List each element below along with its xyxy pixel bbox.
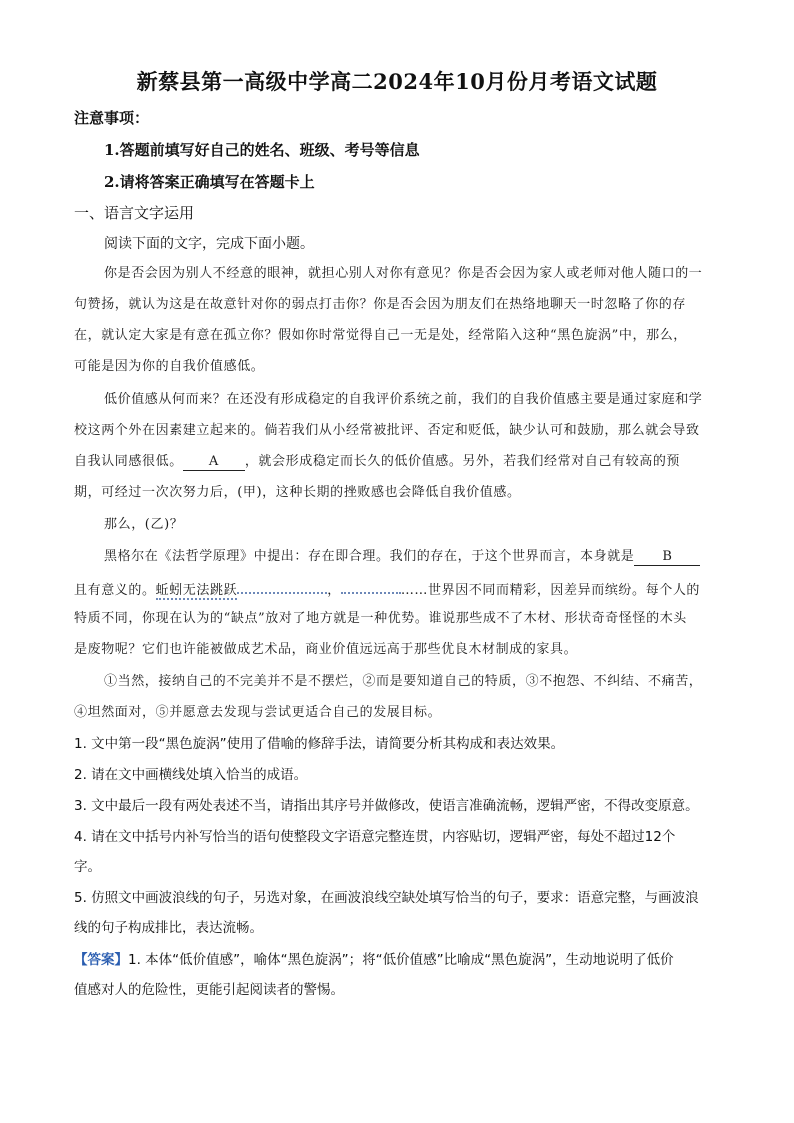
passage-text: ……世界因不同而精彩，因差异而缤纷。每个人的	[400, 583, 701, 598]
question-2: 2. 请在文中画横线处填入恰当的成语。	[74, 767, 308, 783]
blank-b: B	[634, 548, 700, 566]
passage-line: 期，可经过一次次努力后，(甲)，这种长期的挫败感也会降低自我价值感。	[74, 485, 521, 500]
question-1: 1. 文中第一段“黑色旋涡”使用了借喻的修辞手法，请简要分析其构成和表达效果。	[74, 736, 565, 752]
blank-a: A	[183, 453, 245, 471]
passage-text: ，就会形成稳定而长久的低价值感。另外，若我们经常对自己有较高的预	[244, 454, 681, 469]
question-4-cont: 字。	[74, 859, 101, 875]
passage-line: ①当然，接纳自己的不完美并不是不摆烂，②而是要知道自己的特质，③不抱怨、不纠结、不痛苦，	[104, 674, 703, 689]
passage-line: 那么，(乙)？	[104, 517, 184, 532]
passage-line: 你是否会因为别人不经意的眼神，就担心别人对你有意见？你是否会因为家人或老师对他人随口的一	[104, 266, 703, 281]
passage-line: 校这两个外在因素建立起来的。倘若我们从小经常被批评、否定和贬低，缺少认可和鼓励，那么就会导致	[74, 423, 700, 438]
passage-line: 特质不同，你现在认为的“缺点”放对了地方就是一种优势。谁说那些成不了木材、形状奇奇怪怪的木头	[74, 611, 687, 626]
page-title: 新蔡县第一高级中学高二2024年10月份月考语文试题	[136, 69, 658, 94]
notice-item: 2.请将答案正确填写在答题卡上	[104, 173, 315, 191]
wavy-blank	[237, 578, 327, 594]
passage-line	[74, 578, 700, 601]
answer-line: 值感对人的危险性，更能引起阅读者的警惕。	[74, 982, 344, 998]
section-heading: 一、语言文字运用	[74, 204, 195, 222]
passage-text: 黑格尔在《法哲学原理》中提出：存在即合理。我们的存在，于这个世界而言，本身就是	[104, 549, 635, 564]
notice-heading: 注意事项：	[74, 109, 150, 127]
passage-line: 可能是因为你的自我价值感低。	[74, 359, 265, 374]
section-instruction: 阅读下面的文字，完成下面小题。	[104, 236, 314, 252]
question-5-cont: 线的句子构成排比，表达流畅。	[74, 920, 263, 936]
passage-line	[74, 452, 680, 472]
answer-line	[74, 950, 674, 970]
wavy-sentence: 蚯蚓无法跳跃	[155, 583, 238, 598]
question-4: 4. 请在文中括号内补写恰当的语句使整段文字语意完整连贯，内容贴切，逻辑严密，每处不超过12个	[74, 829, 676, 845]
passage-line: 句赞扬，就认为这是在故意针对你的弱点打击你？你是否会因为朋友们在热络地聊天一时忽略了你的存	[74, 297, 687, 312]
passage-text: 且有意义的。	[74, 583, 156, 598]
passage-line: 在，就认定大家是有意在孤立你？假如你时常觉得自己一无是处，经常陷入这种“黑色旋涡”中，那么，	[74, 328, 687, 343]
question-5: 5. 仿照文中画波浪线的句子，另选对象，在画波浪线空缺处填写恰当的句子，要求：语意完整，与画波浪	[74, 890, 699, 906]
answer-text: 1. 本体“低价值感”，喻体“黑色旋涡”；将“低价值感”比喻成“黑色旋涡”，生动地说明了低价	[128, 952, 674, 968]
passage-line: ④坦然面对，⑤并愿意去发现与尝试更适合自己的发展目标。	[74, 705, 442, 720]
notice-item: 1.答题前填写好自己的姓名、班级、考号等信息	[104, 141, 420, 159]
passage-line: 是废物呢？它们也许能被做成艺术品，商业价值远远高于那些优良木材制成的家具。	[74, 642, 578, 657]
wavy-blank	[341, 578, 401, 594]
passage-text: 自我认同感很低。	[74, 454, 183, 469]
passage-line: 低价值感从何而来？在还没有形成稳定的自我评价系统之前，我们的自我价值感主要是通过家庭和学	[104, 392, 703, 407]
answer-tag: 【答案】	[74, 952, 128, 968]
question-3: 3. 文中最后一段有两处表述不当，请指出其序号并做修改，使语言准确流畅，逻辑严密，不得改变原意。	[74, 798, 699, 814]
passage-text: ，	[327, 583, 341, 598]
passage-line	[104, 547, 700, 567]
